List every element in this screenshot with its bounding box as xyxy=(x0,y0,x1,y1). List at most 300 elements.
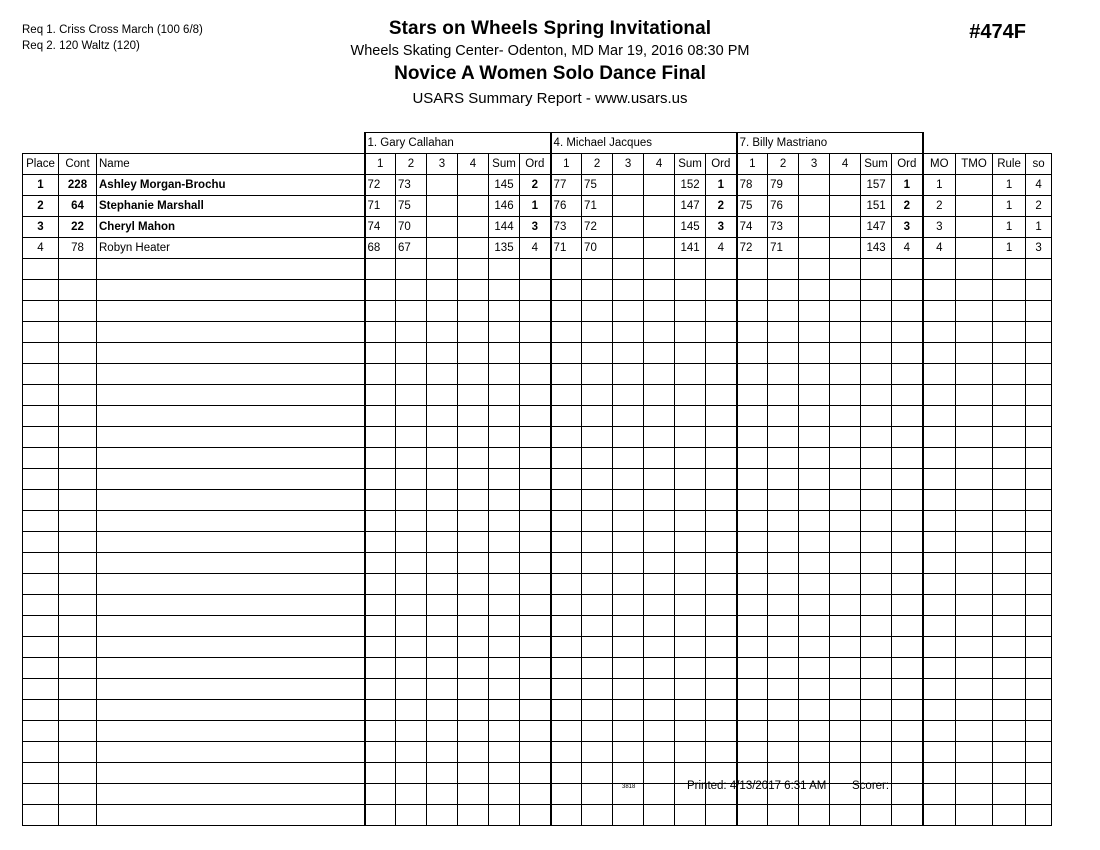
cell-so xyxy=(1026,364,1052,385)
cell-judge3-score1 xyxy=(737,511,768,532)
table-row-blank[interactable] xyxy=(23,805,1052,826)
spacer-cell xyxy=(97,133,365,154)
cell-judge2-score4 xyxy=(644,343,675,364)
cell-judge1-score2: 73 xyxy=(396,175,427,196)
cell-judge2-score2 xyxy=(582,574,613,595)
cell-judge1-ord xyxy=(520,805,551,826)
cell-judge2-sum xyxy=(675,532,706,553)
cell-judge2-score4 xyxy=(644,763,675,784)
cell-judge2-score2 xyxy=(582,553,613,574)
cell-judge2-score4 xyxy=(644,553,675,574)
cell-judge1-score3 xyxy=(427,763,458,784)
table-row-blank[interactable] xyxy=(23,616,1052,637)
cell-so xyxy=(1026,805,1052,826)
cell-judge1-score1 xyxy=(365,679,396,700)
cell-judge3-ord xyxy=(892,448,923,469)
cell-judge1-score3 xyxy=(427,175,458,196)
cell-name xyxy=(97,658,365,679)
cell-judge1-ord xyxy=(520,658,551,679)
cell-judge2-sum xyxy=(675,406,706,427)
cell-judge1-ord xyxy=(520,280,551,301)
cell-judge3-score2 xyxy=(768,616,799,637)
cell-judge2-sum xyxy=(675,805,706,826)
cell-place xyxy=(23,700,59,721)
cell-judge2-sum xyxy=(675,595,706,616)
cell-judge3-ord xyxy=(892,511,923,532)
table-row-blank[interactable] xyxy=(23,385,1052,406)
cell-judge2-score4 xyxy=(644,658,675,679)
cell-judge2-score2 xyxy=(582,679,613,700)
col-judge1-score4: 4 xyxy=(458,154,489,175)
table-row-blank[interactable] xyxy=(23,280,1052,301)
cell-mo xyxy=(923,490,956,511)
cell-judge2-score3 xyxy=(613,490,644,511)
cell-judge3-score4 xyxy=(830,574,861,595)
cell-judge1-sum xyxy=(489,532,520,553)
cell-judge2-score4 xyxy=(644,742,675,763)
table-row-blank[interactable] xyxy=(23,574,1052,595)
cell-judge2-score2 xyxy=(582,280,613,301)
cell-so: 4 xyxy=(1026,175,1052,196)
table-row-blank[interactable] xyxy=(23,742,1052,763)
cell-name xyxy=(97,406,365,427)
table-row-blank[interactable] xyxy=(23,532,1052,553)
results-table xyxy=(22,132,1052,826)
cell-judge3-score2 xyxy=(768,427,799,448)
cell-judge3-ord xyxy=(892,805,923,826)
cell-judge1-score2 xyxy=(396,406,427,427)
cell-judge3-ord xyxy=(892,721,923,742)
cell-judge1-score4 xyxy=(458,280,489,301)
cell-cont: 228 xyxy=(59,175,97,196)
cell-judge3-score4 xyxy=(830,259,861,280)
cell-judge1-ord xyxy=(520,553,551,574)
cell-judge1-score1 xyxy=(365,553,396,574)
cell-judge2-score2 xyxy=(582,406,613,427)
cell-so xyxy=(1026,343,1052,364)
cell-judge2-ord: 4 xyxy=(706,238,737,259)
cell-judge2-score1 xyxy=(551,658,582,679)
cell-judge2-sum xyxy=(675,301,706,322)
cell-judge1-ord xyxy=(520,427,551,448)
cell-judge1-score2 xyxy=(396,301,427,322)
cell-so xyxy=(1026,469,1052,490)
cell-judge1-score3 xyxy=(427,217,458,238)
cell-judge2-score2 xyxy=(582,511,613,532)
cell-judge2-score2: 75 xyxy=(582,175,613,196)
cell-place xyxy=(23,280,59,301)
cell-name xyxy=(97,301,365,322)
table-row[interactable] xyxy=(23,196,1052,217)
cell-judge1-score2 xyxy=(396,574,427,595)
cell-judge3-score2 xyxy=(768,595,799,616)
venue-datetime: Wheels Skating Center- Odenton, MD Mar 19, 2016 08:30 PM xyxy=(350,43,750,59)
cell-judge2-sum xyxy=(675,322,706,343)
cell-judge1-score4 xyxy=(458,385,489,406)
cell-place xyxy=(23,532,59,553)
cell-rule xyxy=(993,343,1026,364)
cell-mo xyxy=(923,616,956,637)
cell-judge3-score2 xyxy=(768,679,799,700)
table-row-blank[interactable] xyxy=(23,637,1052,658)
cell-judge2-score2 xyxy=(582,301,613,322)
cell-judge2-score3 xyxy=(613,301,644,322)
cell-judge1-score4 xyxy=(458,784,489,805)
cell-judge3-score4 xyxy=(830,637,861,658)
cell-rule xyxy=(993,574,1026,595)
cell-judge1-score2 xyxy=(396,280,427,301)
table-row-blank[interactable] xyxy=(23,427,1052,448)
cell-mo xyxy=(923,511,956,532)
cell-judge3-score1 xyxy=(737,259,768,280)
cell-tmo xyxy=(956,196,993,217)
cell-tmo xyxy=(956,301,993,322)
cell-judge2-score4 xyxy=(644,532,675,553)
cell-tmo xyxy=(956,511,993,532)
cell-judge3-score3 xyxy=(799,511,830,532)
cell-rule xyxy=(993,637,1026,658)
cell-judge2-ord xyxy=(706,721,737,742)
cell-judge3-score3 xyxy=(799,553,830,574)
col-judge2-score2: 2 xyxy=(582,154,613,175)
cell-judge2-ord xyxy=(706,448,737,469)
requirement-line-2: Req 2. 120 Waltz (120) xyxy=(22,40,140,52)
col-judge1-score3: 3 xyxy=(427,154,458,175)
table-row-blank[interactable] xyxy=(23,259,1052,280)
cell-judge3-score3 xyxy=(799,406,830,427)
cell-judge1-sum xyxy=(489,385,520,406)
cell-judge3-score2 xyxy=(768,406,799,427)
cell-judge2-score1: 77 xyxy=(551,175,582,196)
cell-mo: 4 xyxy=(923,238,956,259)
cell-judge3-score1 xyxy=(737,364,768,385)
cell-judge2-score4 xyxy=(644,574,675,595)
table-row-blank[interactable] xyxy=(23,448,1052,469)
cell-judge2-score4 xyxy=(644,322,675,343)
cell-cont xyxy=(59,658,97,679)
cell-judge1-score3 xyxy=(427,532,458,553)
cell-mo xyxy=(923,322,956,343)
cell-cont xyxy=(59,490,97,511)
cell-judge2-ord xyxy=(706,490,737,511)
cell-judge3-score3 xyxy=(799,343,830,364)
cell-place xyxy=(23,343,59,364)
cell-judge2-ord xyxy=(706,427,737,448)
cell-judge2-score1: 76 xyxy=(551,196,582,217)
judge-band-row xyxy=(23,133,1052,154)
cell-name xyxy=(97,595,365,616)
cell-judge3-score2 xyxy=(768,532,799,553)
cell-name xyxy=(97,637,365,658)
cell-place xyxy=(23,322,59,343)
cell-judge1-sum xyxy=(489,763,520,784)
cell-judge1-score2: 75 xyxy=(396,196,427,217)
table-row-blank[interactable] xyxy=(23,679,1052,700)
cell-judge3-ord xyxy=(892,280,923,301)
cell-judge2-score2 xyxy=(582,448,613,469)
table-row[interactable] xyxy=(23,238,1052,259)
cell-judge3-ord xyxy=(892,469,923,490)
col-judge3-score3: 3 xyxy=(799,154,830,175)
cell-judge2-score1 xyxy=(551,343,582,364)
cell-judge3-score3 xyxy=(799,532,830,553)
cell-judge3-score4 xyxy=(830,700,861,721)
table-row-blank[interactable] xyxy=(23,553,1052,574)
column-header-row xyxy=(23,154,1052,175)
cell-judge2-ord: 1 xyxy=(706,175,737,196)
cell-judge1-score2 xyxy=(396,742,427,763)
cell-judge2-ord xyxy=(706,385,737,406)
table-row-blank[interactable] xyxy=(23,721,1052,742)
cell-judge3-score4 xyxy=(830,280,861,301)
cell-judge2-score3 xyxy=(613,364,644,385)
cell-judge3-ord xyxy=(892,343,923,364)
col-judge2-score3: 3 xyxy=(613,154,644,175)
cell-judge1-score3 xyxy=(427,343,458,364)
cell-judge2-score3 xyxy=(613,280,644,301)
cell-judge1-score1 xyxy=(365,490,396,511)
cell-rule xyxy=(993,616,1026,637)
cell-judge2-score4 xyxy=(644,679,675,700)
table-row-blank[interactable] xyxy=(23,322,1052,343)
cell-judge2-sum: 145 xyxy=(675,217,706,238)
cell-judge1-ord xyxy=(520,490,551,511)
cell-judge3-sum xyxy=(861,343,892,364)
cell-judge3-ord xyxy=(892,364,923,385)
cell-judge1-score2 xyxy=(396,700,427,721)
cell-judge1-score4 xyxy=(458,511,489,532)
spacer-cell xyxy=(1026,133,1052,154)
cell-so xyxy=(1026,784,1052,805)
cell-judge1-score2 xyxy=(396,364,427,385)
cell-judge1-sum: 146 xyxy=(489,196,520,217)
col-judge2-sum: Sum xyxy=(675,154,706,175)
cell-judge3-ord xyxy=(892,490,923,511)
cell-rule: 1 xyxy=(993,175,1026,196)
col-so: so xyxy=(1026,154,1052,175)
cell-place xyxy=(23,469,59,490)
cell-judge2-score3 xyxy=(613,448,644,469)
table-row-blank[interactable] xyxy=(23,658,1052,679)
cell-judge3-sum xyxy=(861,490,892,511)
cell-rule xyxy=(993,742,1026,763)
cell-judge2-score3 xyxy=(613,595,644,616)
cell-judge1-score1 xyxy=(365,406,396,427)
cell-judge1-score3 xyxy=(427,805,458,826)
table-row-blank[interactable] xyxy=(23,301,1052,322)
col-place: Place xyxy=(23,154,59,175)
cell-judge3-score1 xyxy=(737,721,768,742)
table-row-blank[interactable] xyxy=(23,700,1052,721)
cell-judge1-score1 xyxy=(365,532,396,553)
cell-judge1-ord xyxy=(520,616,551,637)
cell-judge1-score2 xyxy=(396,637,427,658)
col-judge1-score1: 1 xyxy=(365,154,396,175)
cell-judge3-score2 xyxy=(768,259,799,280)
cell-judge2-score4 xyxy=(644,490,675,511)
cell-judge3-score4 xyxy=(830,490,861,511)
cell-judge3-sum xyxy=(861,805,892,826)
cell-judge1-sum xyxy=(489,280,520,301)
score-sheet xyxy=(22,132,1045,826)
cell-judge2-score3 xyxy=(613,469,644,490)
table-row-blank[interactable] xyxy=(23,595,1052,616)
cell-judge3-score2 xyxy=(768,469,799,490)
cell-judge3-ord xyxy=(892,532,923,553)
table-row-blank[interactable] xyxy=(23,343,1052,364)
cell-judge2-score4 xyxy=(644,595,675,616)
table-row-blank[interactable] xyxy=(23,763,1052,784)
cell-place xyxy=(23,679,59,700)
cell-judge2-score4 xyxy=(644,427,675,448)
cell-name xyxy=(97,469,365,490)
cell-judge1-ord xyxy=(520,448,551,469)
cell-judge2-ord xyxy=(706,322,737,343)
event-title: Novice A Women Solo Dance Final xyxy=(394,63,706,84)
table-row-blank[interactable] xyxy=(23,784,1052,805)
cell-judge1-score4 xyxy=(458,574,489,595)
cell-judge1-score4 xyxy=(458,532,489,553)
cell-mo xyxy=(923,259,956,280)
cell-judge1-score4 xyxy=(458,196,489,217)
cell-judge3-score1 xyxy=(737,343,768,364)
cell-judge2-score3 xyxy=(613,259,644,280)
cell-judge1-ord xyxy=(520,322,551,343)
cell-judge3-sum xyxy=(861,385,892,406)
cell-judge3-score1 xyxy=(737,322,768,343)
cell-so xyxy=(1026,574,1052,595)
cell-rule xyxy=(993,805,1026,826)
cell-judge1-score3 xyxy=(427,385,458,406)
cell-judge3-score1 xyxy=(737,616,768,637)
cell-judge1-score3 xyxy=(427,679,458,700)
cell-so xyxy=(1026,595,1052,616)
cell-rule xyxy=(993,511,1026,532)
cell-rule xyxy=(993,679,1026,700)
cell-judge3-score3 xyxy=(799,700,830,721)
cell-so xyxy=(1026,427,1052,448)
cell-judge1-score4 xyxy=(458,259,489,280)
cell-mo xyxy=(923,637,956,658)
cell-cont xyxy=(59,301,97,322)
cell-name xyxy=(97,511,365,532)
cell-name xyxy=(97,763,365,784)
col-tmo: TMO xyxy=(956,154,993,175)
cell-judge3-sum: 143 xyxy=(861,238,892,259)
table-row-blank[interactable] xyxy=(23,511,1052,532)
cell-judge3-score1 xyxy=(737,280,768,301)
table-row-blank[interactable] xyxy=(23,406,1052,427)
cell-judge1-score2 xyxy=(396,322,427,343)
cell-judge3-score4 xyxy=(830,238,861,259)
cell-judge2-score1 xyxy=(551,511,582,532)
cell-judge3-score2 xyxy=(768,511,799,532)
table-row-blank[interactable] xyxy=(23,490,1052,511)
cell-judge2-sum xyxy=(675,364,706,385)
cell-rule xyxy=(993,721,1026,742)
cell-judge3-score1 xyxy=(737,469,768,490)
cell-judge3-score3 xyxy=(799,385,830,406)
cell-judge1-score4 xyxy=(458,364,489,385)
cell-rule xyxy=(993,490,1026,511)
cell-judge3-score3 xyxy=(799,259,830,280)
cell-judge2-score4 xyxy=(644,700,675,721)
cell-name xyxy=(97,784,365,805)
cell-judge1-score1 xyxy=(365,637,396,658)
scorer-label: Scorer: xyxy=(852,780,890,792)
cell-judge2-score2 xyxy=(582,364,613,385)
table-row[interactable] xyxy=(23,217,1052,238)
cell-judge3-score4 xyxy=(830,595,861,616)
cell-cont xyxy=(59,721,97,742)
cell-judge3-sum: 151 xyxy=(861,196,892,217)
cell-judge1-score3 xyxy=(427,448,458,469)
cell-judge1-score1 xyxy=(365,805,396,826)
cell-judge1-ord xyxy=(520,301,551,322)
cell-judge3-score4 xyxy=(830,448,861,469)
cell-judge3-score4 xyxy=(830,532,861,553)
table-row[interactable] xyxy=(23,175,1052,196)
cell-judge2-score2 xyxy=(582,469,613,490)
cell-judge2-score3 xyxy=(613,805,644,826)
cell-judge1-ord xyxy=(520,574,551,595)
cell-judge1-score2 xyxy=(396,427,427,448)
cell-mo: 3 xyxy=(923,217,956,238)
cell-judge2-ord: 3 xyxy=(706,217,737,238)
cell-judge1-score4 xyxy=(458,217,489,238)
cell-judge1-score4 xyxy=(458,595,489,616)
cell-judge1-score1 xyxy=(365,784,396,805)
cell-judge1-score4 xyxy=(458,322,489,343)
col-name: Name xyxy=(97,154,365,175)
cell-judge3-score1 xyxy=(737,637,768,658)
cell-judge3-score1 xyxy=(737,448,768,469)
cell-judge3-score4 xyxy=(830,343,861,364)
cell-tmo xyxy=(956,805,993,826)
cell-judge2-ord xyxy=(706,595,737,616)
cell-judge1-score3 xyxy=(427,616,458,637)
cell-so xyxy=(1026,637,1052,658)
table-row-blank[interactable] xyxy=(23,469,1052,490)
cell-cont xyxy=(59,595,97,616)
cell-judge1-score1 xyxy=(365,301,396,322)
col-judge3-score4: 4 xyxy=(830,154,861,175)
cell-judge3-score1 xyxy=(737,490,768,511)
cell-judge2-ord xyxy=(706,742,737,763)
cell-name xyxy=(97,742,365,763)
col-rule: Rule xyxy=(993,154,1026,175)
col-cont: Cont xyxy=(59,154,97,175)
report-subtitle: USARS Summary Report - www.usars.us xyxy=(412,90,688,107)
cell-judge2-score1: 73 xyxy=(551,217,582,238)
table-row-blank[interactable] xyxy=(23,364,1052,385)
cell-cont xyxy=(59,448,97,469)
cell-judge1-score3 xyxy=(427,364,458,385)
cell-judge3-score2 xyxy=(768,805,799,826)
cell-judge1-ord xyxy=(520,784,551,805)
cell-judge1-score3 xyxy=(427,511,458,532)
cell-judge3-score1 xyxy=(737,742,768,763)
cell-cont xyxy=(59,763,97,784)
cell-name: Ashley Morgan-Brochu xyxy=(97,175,365,196)
cell-judge2-sum xyxy=(675,721,706,742)
cell-judge1-score1 xyxy=(365,700,396,721)
cell-cont xyxy=(59,805,97,826)
cell-so xyxy=(1026,448,1052,469)
cell-judge2-score2 xyxy=(582,721,613,742)
spacer-cell xyxy=(23,133,59,154)
cell-judge1-score2 xyxy=(396,616,427,637)
